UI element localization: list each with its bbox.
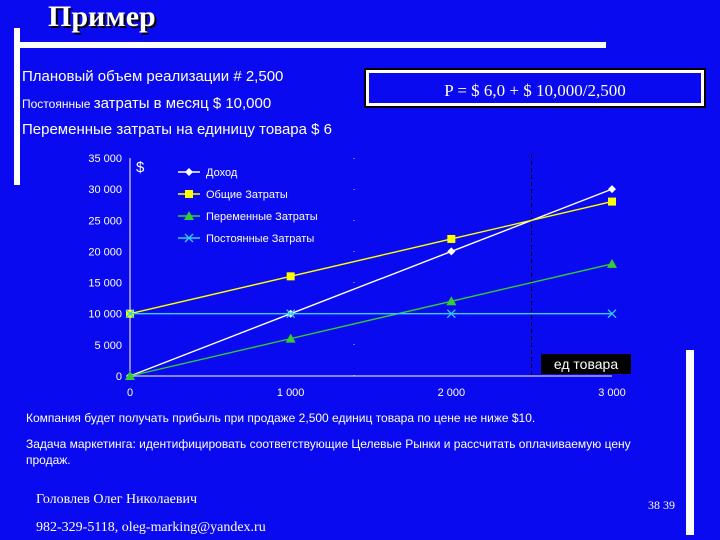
series-line-1 xyxy=(130,202,612,314)
profit-note: Компания будет получать прибыль при продаже 2,500 единиц товара по цене не ниже $10. xyxy=(26,411,536,425)
variable-costs-line: Переменные затраты на единицу товара $ 6 xyxy=(22,121,333,138)
legend-label-1: Общие Затраты xyxy=(206,189,288,201)
data-point-1 xyxy=(447,235,455,243)
fixed-costs-prefix: Постоянные xyxy=(22,97,94,111)
data-point-1 xyxy=(608,198,616,206)
decor-right-bar xyxy=(686,350,694,535)
x-tick-label: 3 000 xyxy=(598,387,626,399)
series-line-2 xyxy=(130,264,612,376)
y-tick-label: 10 000 xyxy=(88,308,122,321)
legend-label-0: Доход xyxy=(206,167,238,179)
y-axis-label: $ xyxy=(136,159,145,176)
series-line-0 xyxy=(130,189,612,376)
x-tick-label: 2 000 xyxy=(437,387,466,399)
fixed-costs-text: затраты в месяц $ 10,000 xyxy=(93,95,272,112)
data-point-2 xyxy=(607,259,617,268)
data-point-0 xyxy=(447,247,455,255)
price-formula: P = $ 6,0 + $ 10,000/2,500 xyxy=(366,70,704,106)
page-number: 38 39 xyxy=(648,498,675,512)
fixed-costs-line xyxy=(22,95,271,112)
author-name: Головлев Олег Николаевич xyxy=(36,492,198,507)
legend-label-3: Постоянные Затраты xyxy=(206,233,315,245)
y-tick-label: 20 000 xyxy=(88,246,122,259)
x-tick-label: 0 xyxy=(126,387,134,399)
y-tick-label: 5 000 xyxy=(94,339,122,352)
decor-horizontal-bar xyxy=(14,42,606,48)
y-tick-label: 35 000 xyxy=(88,153,122,165)
marketing-task-note: Задача маркетинга: идентифицировать соответствующие Целевые Рынки и рассчитать оплачиваемую цену продаж. xyxy=(26,437,631,467)
author-contact: 982-329-5118, oleg-marking@yandex.ru xyxy=(36,520,266,535)
planned-volume-line: Плановый объем реализации # 2,500 xyxy=(22,68,284,85)
x-tick-label: 1 000 xyxy=(276,387,305,399)
legend-marker-1 xyxy=(185,190,193,198)
data-point-0 xyxy=(608,185,616,193)
breakeven-chart xyxy=(0,140,720,405)
legend-label-2: Переменные Затраты xyxy=(206,211,318,223)
y-tick-label: 0 xyxy=(115,371,122,383)
x-axis-label: ед товара xyxy=(553,356,619,372)
data-point-1 xyxy=(287,272,295,280)
y-tick-label: 25 000 xyxy=(88,215,122,228)
y-tick-label: 15 000 xyxy=(88,277,122,290)
legend-marker-0 xyxy=(185,168,193,176)
slide-title: Пример xyxy=(48,0,156,33)
y-tick-label: 30 000 xyxy=(88,184,122,197)
